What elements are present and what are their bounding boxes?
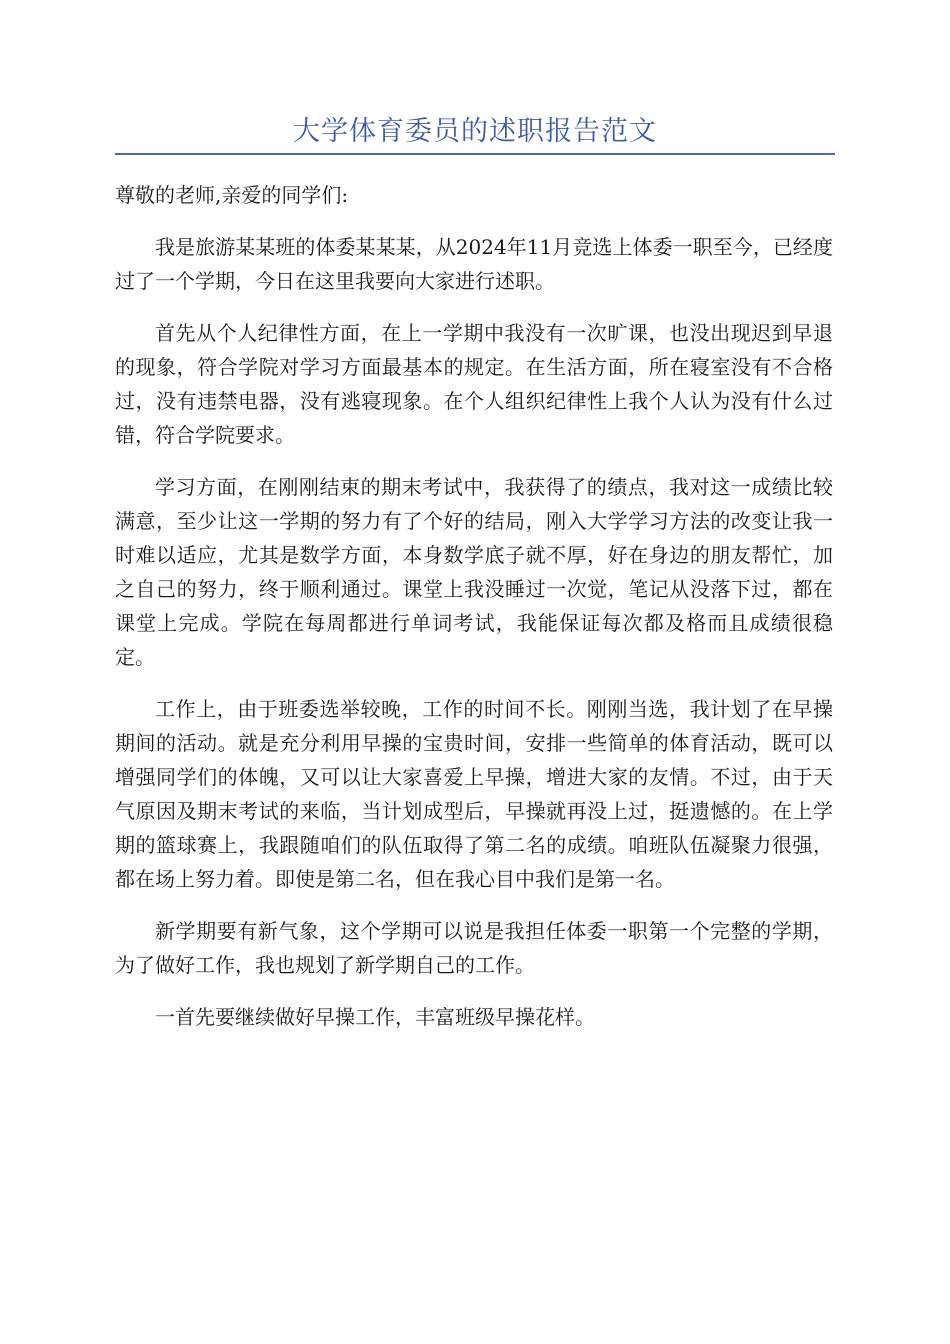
greeting: 尊敬的老师,亲爱的同学们: — [115, 183, 349, 207]
paragraph: 工作上，由于班委选举较晚，工作的时间不长。刚刚当选，我计划了在早操期间的活动。就是充分利用早操的宝贵时间，安排一些简单的体育活动，既可以增强同学们的体魄，又可以让大家喜爱上早操，增进大家的友情。不过，由于天气原因及期末考试的来临，当计划成型后，早操就再没上过，挺遗憾的。在上学期的篮球赛上，我跟随咱们的队伍取得了第二名的成绩。咱班队伍凝聚力很强，都在场上努力着。即使是第二名，但在我心目中我们是第一名。 — [115, 697, 833, 891]
paragraph: 一首先要继续做好早操工作，丰富班级早操花样。 — [155, 1005, 595, 1029]
paragraph: 新学期要有新气象，这个学期可以说是我担任体委一职第一个完整的学期，为了做好工作，我也规划了新学期自己的工作。 — [115, 919, 833, 977]
paragraph: 首先从个人纪律性方面，在上一学期中我没有一次旷课，也没出现迟到早退的现象，符合学院对学习方面最基本的规定。在生活方面，所在寝室没有不合格过，没有违禁电器，没有逃寝现象。在个人组织纪律性上我个人认为没有什么过错，符合学院要求。 — [115, 321, 833, 447]
document-body — [115, 178, 833, 1052]
paragraph: 学习方面，在刚刚结束的期末考试中，我获得了的绩点，我对这一成绩比较满意，至少让这一学期的努力有了个好的结局，刚入大学学习方法的改变让我一时难以适应，尤其是数学方面，本身数学底子就不厚，好在身边的朋友帮忙，加之自己的努力，终于顺利通过。课堂上我没睡过一次觉，笔记从没落下过，都在课堂上完成。学院在每周都进行单词考试，我能保证每次都及格而且成绩很稳定。 — [115, 475, 833, 669]
paragraph: 我是旅游某某班的体委某某某，从2024年11月竞选上体委一职至今，已经度过了一个学期，今日在这里我要向大家进行述职。 — [115, 235, 833, 293]
document-title: 大学体育委员的述职报告范文 — [293, 116, 657, 147]
title-underline — [115, 153, 835, 155]
